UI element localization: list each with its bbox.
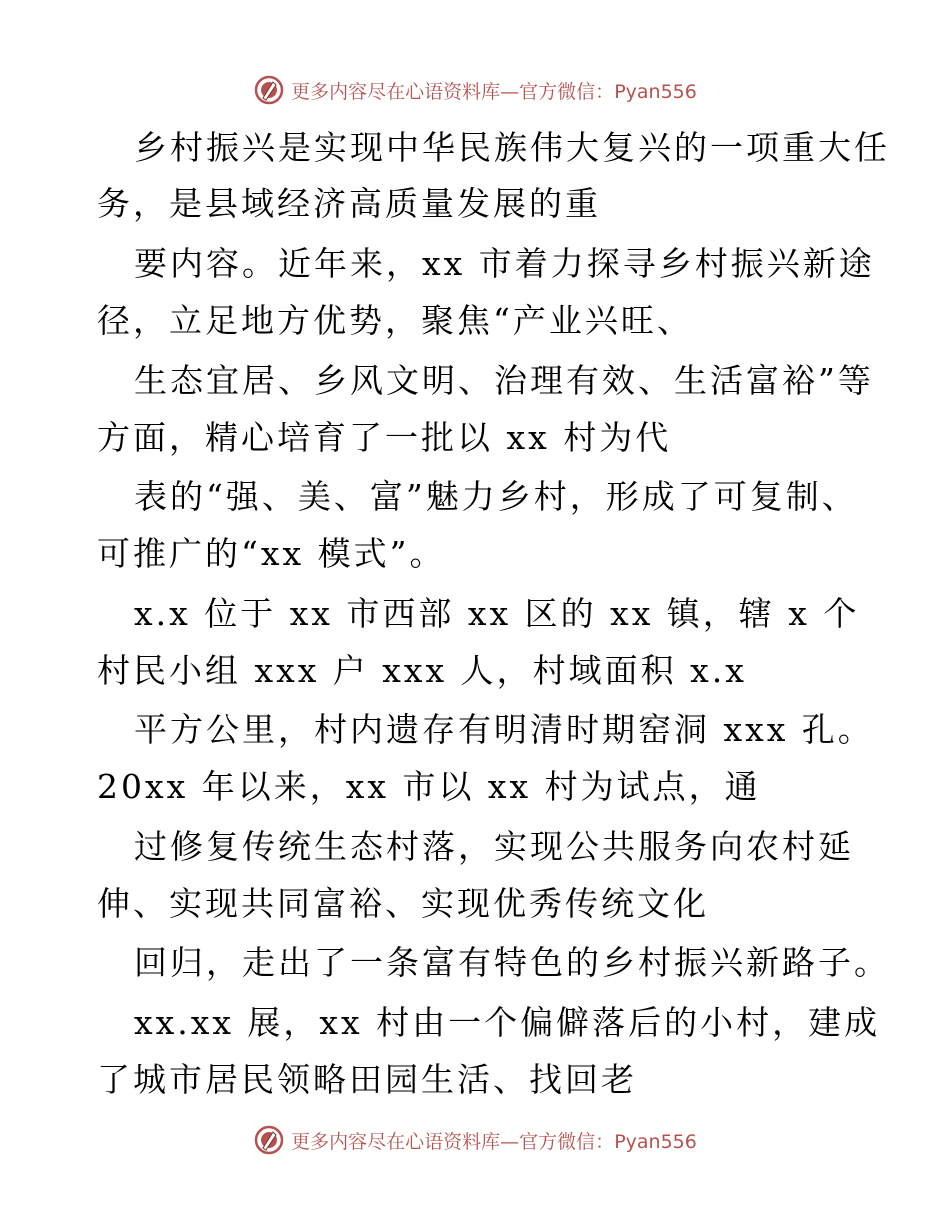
footer-banner-text bbox=[291, 1127, 697, 1154]
header-wechat-id: Pyan556 bbox=[614, 80, 697, 103]
body-line: 方面，精心培育了一批以 xx 村为代 bbox=[97, 418, 672, 457]
header-wechat-label: 官方微信： bbox=[519, 80, 615, 103]
body-line: 可推广的“xx 模式”。 bbox=[97, 534, 446, 573]
body-line: 回归，走出了一条富有特色的乡村振兴新路子。 bbox=[134, 943, 890, 982]
body-line: 伸、实现共同富裕、实现优秀传统文化 bbox=[97, 884, 709, 923]
body-line: x.x 位于 xx 市西部 xx 区的 xx 镇，辖 x 个 bbox=[134, 594, 860, 633]
header-site-name: 更多内容尽在心语资料库 bbox=[291, 80, 501, 103]
header-banner-text bbox=[291, 77, 697, 104]
body-line: 村民小组 xxx 户 xxx 人，村域面积 x.x bbox=[97, 651, 747, 690]
body-line: 平方公里，村内遗存有明清时期窑洞 xxx 孔。 bbox=[134, 710, 874, 749]
header-separator: — bbox=[500, 80, 520, 103]
pen-nib-logo-icon bbox=[253, 1124, 285, 1156]
body-line: 过修复传统生态村落，实现公共服务向农村延 bbox=[134, 827, 854, 866]
body-line: 20xx 年以来，xx 市以 xx 村为试点，通 bbox=[97, 767, 761, 806]
footer-banner bbox=[0, 1120, 950, 1160]
body-line: 乡村振兴是实现中华民族伟大复兴的一项重大任 bbox=[134, 128, 890, 167]
body-line: 务，是县域经济高质量发展的重 bbox=[97, 184, 601, 223]
body-line: 生态宜居、乡风文明、治理有效、生活富裕”等 bbox=[134, 361, 874, 400]
footer-site-name: 更多内容尽在心语资料库 bbox=[291, 1130, 501, 1153]
body-line: 径，立足地方优势，聚焦“产业兴旺、 bbox=[97, 301, 693, 340]
footer-wechat-label: 官方微信： bbox=[519, 1130, 615, 1153]
pen-nib-logo-icon bbox=[253, 74, 285, 106]
body-line: xx.xx 展，xx 村由一个偏僻落后的小村，建成 bbox=[134, 1003, 881, 1042]
footer-separator: — bbox=[500, 1130, 520, 1153]
header-banner bbox=[0, 70, 950, 110]
body-line: 表的“强、美、富”魅力乡村，形成了可复制、 bbox=[134, 477, 858, 516]
body-line: 了城市居民领略田园生活、找回老 bbox=[97, 1060, 637, 1099]
body-line: 要内容。近年来，xx 市着力探寻乡村振兴新途 bbox=[134, 244, 875, 283]
footer-wechat-id: Pyan556 bbox=[614, 1130, 697, 1153]
